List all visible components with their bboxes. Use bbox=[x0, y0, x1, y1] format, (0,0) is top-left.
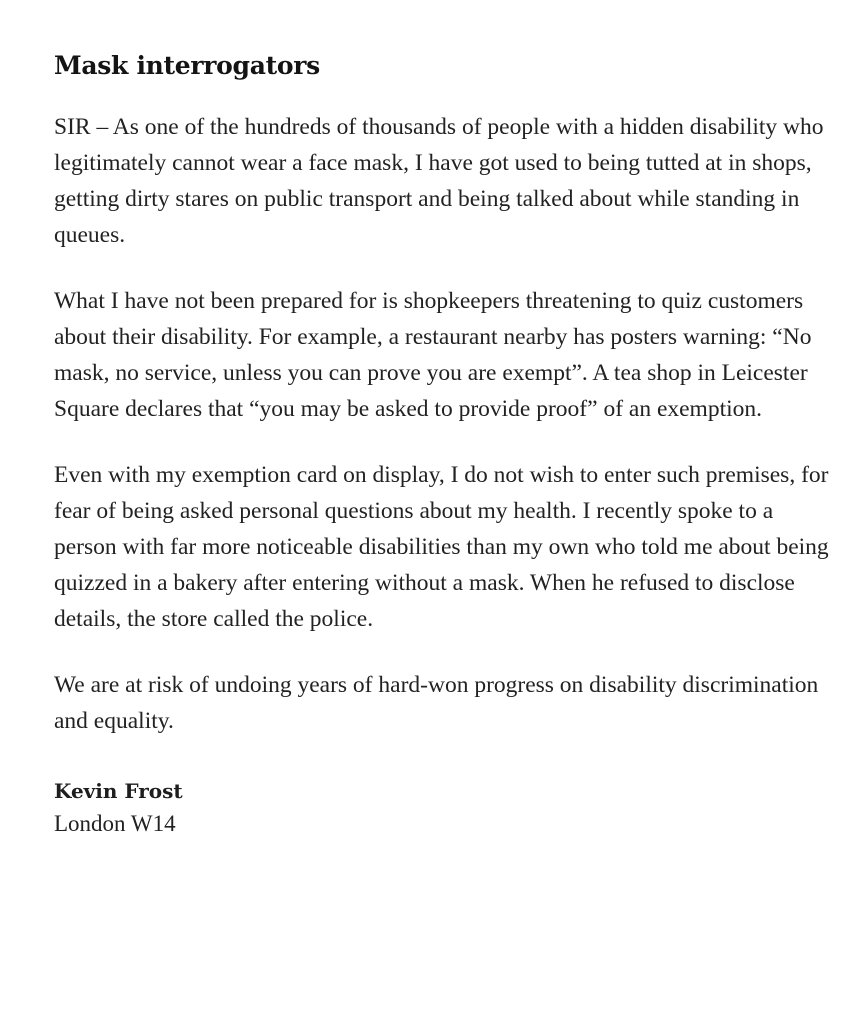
letter-paragraph-3: Even with my exemption card on display, I do not wish to enter such premises, for fear of being asked personal questions about my health. I recently spoke to a person with far more noticeable disabilities than my own who told me about being quizzed in a bakery after entering without a mask. When he refused to disclose details, the store called the police. bbox=[54, 461, 829, 632]
letter-signature bbox=[54, 775, 834, 841]
letter-article bbox=[54, 50, 834, 841]
author-name: Kevin Frost bbox=[54, 778, 183, 803]
author-location: London W14 bbox=[54, 810, 176, 836]
letter-headline: Mask interrogators bbox=[54, 51, 320, 80]
letter-paragraph-1: SIR – As one of the hundreds of thousands of people with a hidden disability who legitimately cannot wear a face mask, I have got used to being tutted at in shops, getting dirty stares on public transport and being talked about while standing in queues. bbox=[54, 113, 824, 248]
letter-paragraph-4: We are at risk of undoing years of hard-won progress on disability discrimination and equality. bbox=[54, 671, 819, 734]
letter-paragraph-2: What I have not been prepared for is shopkeepers threatening to quiz customers about their disability. For example, a restaurant nearby has posters warning: “No mask, no service, unless you can prove you are exempt”. A tea shop in Leicester Square declares that “you may be asked to provide proof” of an exemption. bbox=[54, 287, 812, 422]
